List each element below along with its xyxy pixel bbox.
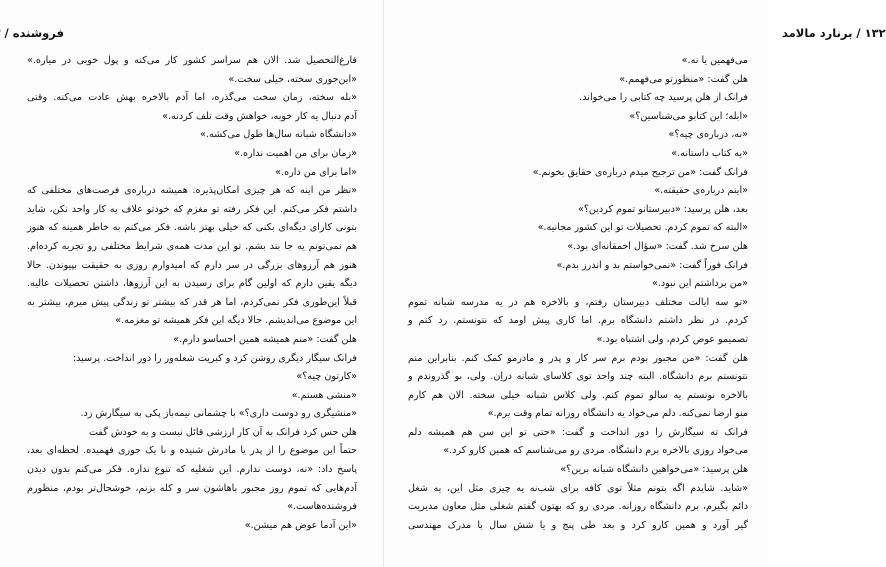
text-line: «این آدما عوض هم میشن.» bbox=[244, 519, 357, 531]
text-line: تصمیمو عوض کردم، ولی اشتباه بود.» bbox=[596, 333, 748, 345]
text-line: «منشیگری رو دوست داری؟» با چشمانی نیمه‌باز پکی به سیگارش زد. bbox=[80, 408, 357, 420]
text-line: فرانک ته سیگارش را دور انداخت و گفت: «حتی تو این سن هم همیشه دلم bbox=[408, 426, 748, 438]
text-line: فرانک فوراً گفت: «نمی‌خواستم بد و اندرز بدم.» bbox=[556, 259, 748, 271]
text-line: گیر آورد و همین کارو کرد و بعد طی پنج و یا شش سال با مدرک مهندسی bbox=[408, 519, 748, 531]
text-line: دیگه یقین دارم که اولین گام برای رسیدن به این آرزوها، داشتن تحصیلات عالیه. bbox=[27, 278, 357, 290]
text-line: فروشنده‌هاست.» bbox=[287, 501, 357, 513]
text-line: قبلاً این‌طوری فکر نمی‌کردم، اما هر قدر که بیشتر تو زندگی پیش میرم، بیشتر به bbox=[27, 296, 357, 308]
text-line: «من برداشتم این نبود.» bbox=[651, 278, 748, 290]
text-line: هلن گفت: «منظورتو می‌فهمم.» bbox=[619, 73, 748, 85]
text-line: کردم. در نظر داشتم دانشگاه برم. اما کاری پیش اومد که نتونستم. رد کنم و bbox=[408, 315, 748, 327]
text-line: «این‌جوری سخته، خیلی سخت.» bbox=[228, 73, 357, 85]
text-line: داشتم فکر می‌کنم. این فکر رفته تو مغزم که خودتو علاف یه کار واحد نکن، شاید bbox=[27, 203, 357, 215]
text-line: فرانک گفت: «من ترجیح میدم درباره‌ی حقایق بخونم.» bbox=[532, 166, 748, 178]
text-line: دائم بگیرم، برم دانشگاه روزانه. مردی رو که بهتون گفتم شغلی مثل معاون مدیریت bbox=[408, 501, 748, 513]
text-line: هنوز هم آرزوهای بزرگی در سر دارم که امیدوارم روزی به حقیقت بپیوندن. حالا bbox=[27, 259, 357, 271]
text-line: هلن پرسید: «می‌خواهین دانشگاه شبانه برین؟» bbox=[560, 464, 748, 476]
right-page-header: ۱۳۲ / برنارد مالامد bbox=[782, 26, 886, 40]
text-line: منو ارضا نمی‌کنه. دلم می‌خواد یه دانشگاه روزانه تمام وقت برم.» bbox=[487, 408, 748, 420]
text-line: بعد، هلن پرسید: «دبیرستانو تموم کردین؟» bbox=[577, 203, 748, 215]
left-page bbox=[0, 0, 384, 567]
text-line: «کارتون چیه؟» bbox=[296, 371, 357, 383]
text-line: فرانک سیگار دیگری روشن کرد و کبریت شعله‌ور را دور انداخت. پرسید: bbox=[72, 352, 357, 364]
text-line: هلن سرخ شد. گفت: «سؤال احمقانه‌ای بود.» bbox=[567, 240, 748, 252]
text-line: «البته که تموم کردم. تحصیلات تو این کشور مجانیه.» bbox=[537, 222, 748, 234]
left-page-header: فروشنده / bbox=[4, 26, 64, 40]
text-line: «شاید. شایدم اگه بتونم مثلاً توی کافه برای شب‌نه یه چیزی مثل این، یه شغل bbox=[408, 482, 748, 494]
right-page bbox=[384, 0, 886, 567]
text-line: هلن حس کرد فرانک به آن کار ارزشی قائل نیست و به خودش گفت bbox=[88, 426, 357, 438]
text-line: بالاخره نونستم یه سالو تموم کنم. ولی کلاس شبانه خیلی سخته. الان هم کارم bbox=[408, 389, 748, 401]
text-line: «یه کتاب داستانه.» bbox=[671, 147, 748, 159]
text-line: «تو سه ایالت مختلف دبیرستان رفتم، و بالاخره هم در یه مدرسه شبانه تموم bbox=[408, 296, 748, 308]
left-page-body bbox=[27, 52, 357, 535]
text-line: آدم‌هایی که تموم روز مجبور باهاشون سر و کله بزنم، خوشحال‌تر بودم، منظورم bbox=[27, 482, 357, 494]
text-line: هم نمی‌تونم یه جا بند بشم. تو این مدت همه‌ی شرایط مختلفی رو تجربه کرده‌ام. bbox=[27, 240, 357, 252]
text-line: «زمان برای من اهمیت نداره.» bbox=[234, 147, 357, 159]
text-line: «اینم درباره‌ی حقیقته.» bbox=[654, 185, 748, 197]
text-line: حتماً این موضوع را از پدر یا مادرش شنیده و با یک جوری فهمیده. لحظه‌ای بعد، bbox=[27, 445, 357, 457]
text-line: فرانک از هلن پرسید چه کتابی را می‌خواند. bbox=[579, 92, 748, 104]
text-line: «بله سخته، زمان سخت می‌گذره، اما آدم بالاخره بهش عادت می‌کنه. وقتی bbox=[27, 92, 357, 104]
text-line: «اما برای من داره.» bbox=[275, 166, 357, 178]
right-page-body bbox=[408, 52, 748, 535]
text-line: «نه، درباره‌ی چیه؟» bbox=[668, 129, 748, 141]
text-line: هلن گفت: «منم همیشه همین احساسو دارم.» bbox=[173, 333, 357, 345]
text-line: آدم دنبال یه کار خوبه، خواهش وقت تلف کردنه.» bbox=[162, 110, 357, 122]
text-line: این موضوع می‌اندیشم. حالا دیگه این فکر همیشه تو مغزمه.» bbox=[115, 315, 357, 327]
text-line: «نظر من اینه که هر چیزی امکان‌پذیره. همیشه درباره‌ی فرصت‌های مختلفی که bbox=[27, 185, 357, 197]
text-line: «منشی هستم.» bbox=[291, 389, 357, 401]
text-line: می‌فهمین یا نه.» bbox=[681, 55, 748, 66]
text-line: «دانشگاه شبانه سال‌ها طول می‌کشه.» bbox=[200, 129, 357, 141]
text-line: می‌خواد روزی بالاخره برم دانشگاه. مردی رو می‌شناسم که همین کارو کرد.» bbox=[443, 445, 748, 457]
text-line: «ابله؛ این کتابو می‌شناسین؟» bbox=[629, 110, 748, 122]
text-line: پاسخ داد: «نه، دوست ندارم. این شغلیه که تنوع نداره. فکر می‌کنم بدون دیدن bbox=[27, 464, 357, 476]
text-line: هلن گفت: «من مجبور بودم برم سر کار و پدر و مادرمو کمک کنم. بنابراین منم bbox=[408, 352, 748, 364]
text-line: نتونستم برم دانشگاه. البته چند واحد توی کلاسای شبانه دراِن. ولی، بو گذروندم و bbox=[408, 371, 748, 383]
text-line: فارغ‌التحصیل شد. الان هم سراسر کشور کار می‌کنه و پول خوبی در میاره.» bbox=[27, 55, 357, 66]
text-line: بتونی کارای دیگه‌ای بکنی که خیلی بهتر باشه. فکر می‌کنم به خاطر همینه که هنوز bbox=[27, 222, 357, 234]
